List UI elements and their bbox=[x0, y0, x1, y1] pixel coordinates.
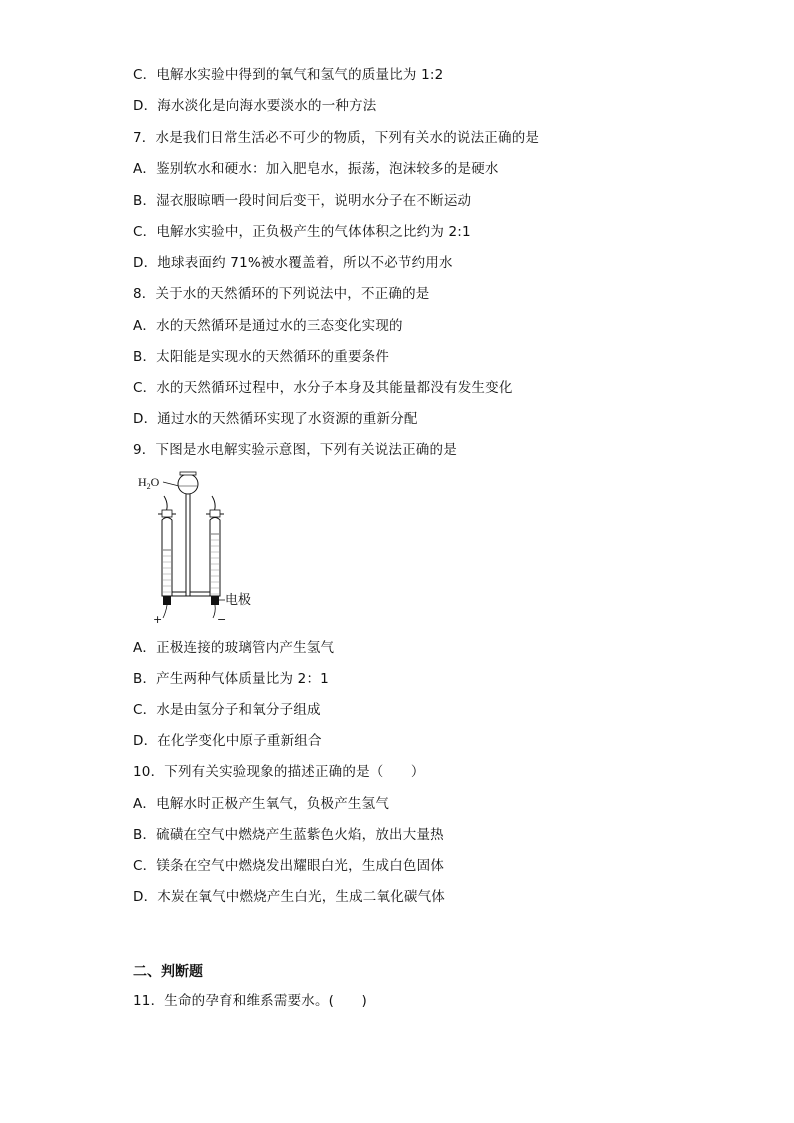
option-10a: A．电解水时正极产生氧气，负极产生氢气 bbox=[133, 796, 390, 812]
option-6d: D．海水淡化是向海水要淡水的一种方法 bbox=[133, 98, 377, 114]
electrode-label: 电极 bbox=[225, 593, 252, 608]
question-9: 9．下图是水电解实验示意图，下列有关说法正确的是 bbox=[133, 442, 457, 458]
option-10b: B．硫磺在空气中燃烧产生蓝紫色火焰，放出大量热 bbox=[133, 827, 444, 843]
question-8: 8．关于水的天然循环的下列说法中，不正确的是 bbox=[133, 286, 430, 302]
option-7c: C．电解水实验中，正负极产生的气体体积之比约为 2:1 bbox=[133, 224, 471, 240]
option-9c: C．水是由氢分子和氧分子组成 bbox=[133, 702, 321, 718]
option-8d: D．通过水的天然循环实现了水资源的重新分配 bbox=[133, 411, 418, 427]
option-10c: C．镁条在空气中燃烧发出耀眼白光，生成白色固体 bbox=[133, 858, 445, 874]
option-7d: D．地球表面约 71%被水覆盖着，所以不必节约用水 bbox=[133, 255, 453, 271]
section-title: 二、判断题 bbox=[133, 964, 203, 980]
option-7b: B．湿衣服晾晒一段时间后变干，说明水分子在不断运动 bbox=[133, 193, 472, 209]
water-label: $H_2O$ bbox=[138, 475, 160, 491]
option-7a: A．鉴别软水和硬水：加入肥皂水，振荡，泡沫较多的是硬水 bbox=[133, 161, 499, 177]
option-6c: C．电解水实验中得到的氧气和氢气的质量比为 1:2 bbox=[133, 67, 444, 83]
positive-sign: + bbox=[153, 613, 163, 626]
option-9b: B．产生两种气体质量比为 2：1 bbox=[133, 671, 329, 687]
question-7: 7．水是我们日常生活必不可少的物质，下列有关水的说法正确的是 bbox=[133, 130, 540, 146]
option-10d: D．木炭在氧气中燃烧产生白光，生成二氧化碳气体 bbox=[133, 889, 445, 905]
option-9a: A．正极连接的玻璃管内产生氢气 bbox=[133, 640, 335, 656]
question-11: 11．生命的孕育和维系需要水。( ) bbox=[133, 993, 368, 1009]
option-8c: C．水的天然循环过程中，水分子本身及其能量都没有发生变化 bbox=[133, 380, 513, 396]
negative-sign: − bbox=[217, 613, 227, 626]
electrolysis-diagram bbox=[133, 468, 263, 628]
option-9d: D．在化学变化中原子重新组合 bbox=[133, 733, 322, 749]
option-8a: A．水的天然循环是通过水的三态变化实现的 bbox=[133, 318, 403, 334]
question-10: 10．下列有关实验现象的描述正确的是（ ） bbox=[133, 764, 425, 780]
option-8b: B．太阳能是实现水的天然循环的重要条件 bbox=[133, 349, 390, 365]
